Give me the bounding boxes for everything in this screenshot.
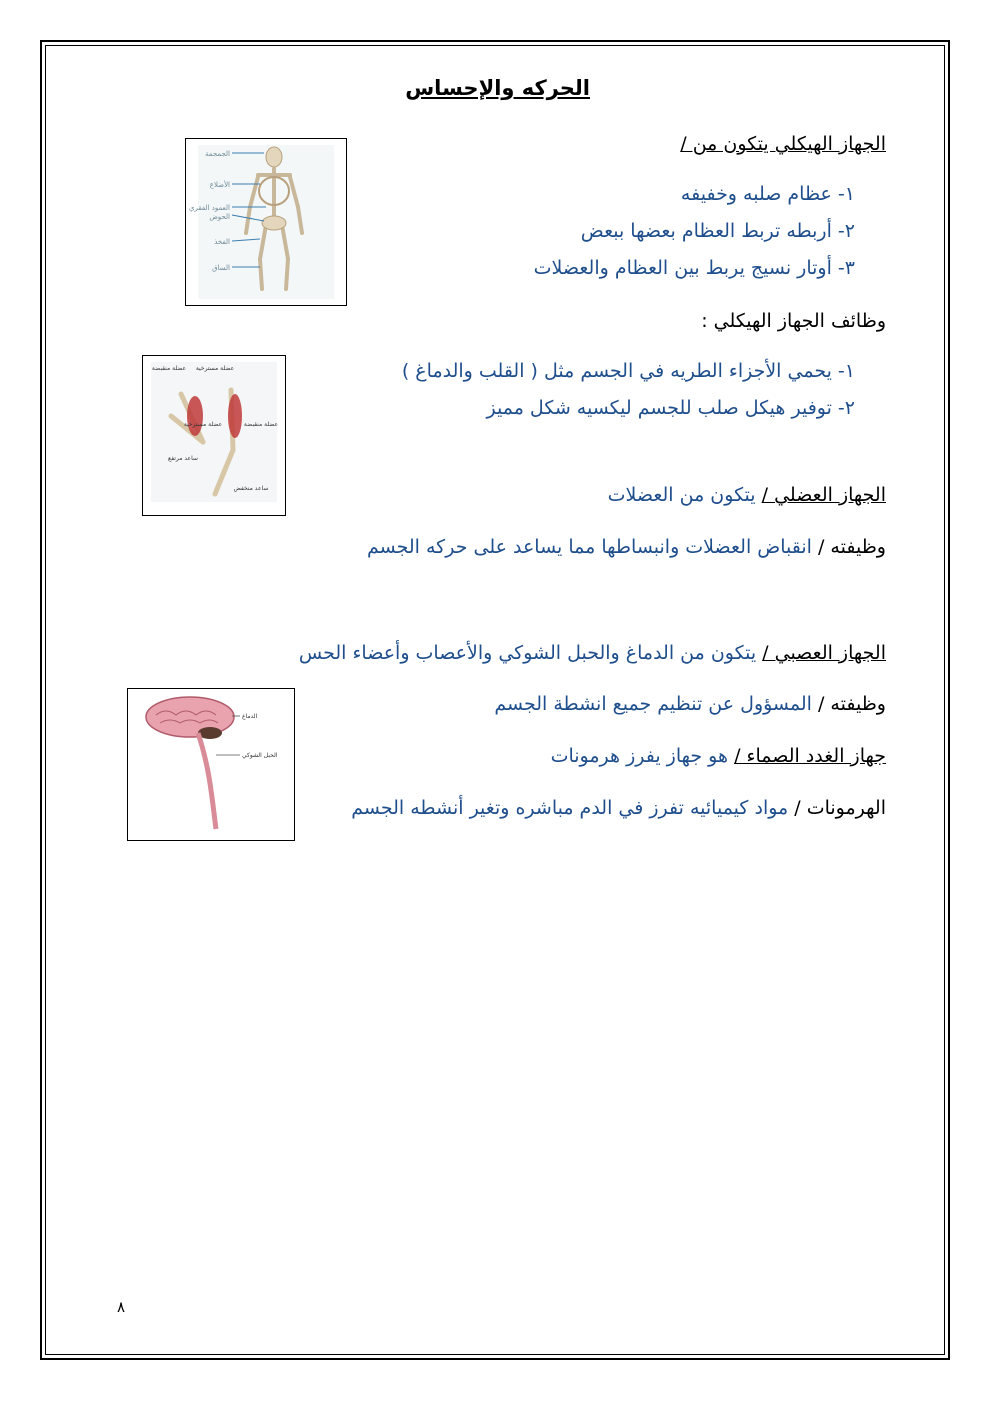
arm-label-5: ساعد مرتفع bbox=[168, 455, 198, 462]
endocrine-heading: جهاز الغدد الصماء / bbox=[734, 745, 886, 767]
arm-muscles-figure bbox=[142, 355, 286, 516]
arm-label-2: عضلة مسترخية bbox=[195, 365, 235, 372]
muscular-function-line bbox=[367, 535, 886, 559]
arm-label-3: عضلة مسترخية bbox=[183, 421, 223, 428]
endocrine-line bbox=[551, 744, 886, 768]
skeleton-label-femur: الفخذ bbox=[214, 238, 230, 246]
muscular-function-text: انقباض العضلات وانبساطها مما يساعد على حركه الجسم bbox=[367, 536, 812, 558]
arm-label-4: عضلة منقبضة bbox=[243, 421, 279, 428]
skeleton-figure bbox=[185, 138, 347, 306]
skeleton-label-leg: الساق bbox=[212, 264, 230, 272]
skeletal-heading: الجهاز الهيكلي يتكون من / bbox=[680, 133, 886, 155]
endocrine-text: هو جهاز يفرز هرمونات bbox=[550, 745, 729, 767]
skeleton-label-ribs: الأضلاع bbox=[209, 181, 230, 189]
page-title: الحركه والإحساس bbox=[405, 76, 590, 100]
skeletal-function-2: ٢- توفير هيكل صلب للجسم ليكسيه شكل مميز bbox=[486, 397, 855, 419]
hormones-text: مواد كيميائيه تفرز في الدم مباشره وتغير أنشطه الجسم bbox=[351, 797, 789, 819]
arm-label-1: عضلة منقبضة bbox=[151, 365, 187, 372]
brain-label-brain: الدماغ bbox=[242, 713, 258, 720]
nervous-function-line bbox=[494, 692, 886, 716]
nervous-text: يتكون من الدماغ والحبل الشوكي والأعصاب وأعضاء الحس bbox=[298, 642, 757, 664]
muscular-text: يتكون من العضلات bbox=[607, 484, 756, 506]
page-number: ٨ bbox=[117, 1298, 126, 1316]
skeleton-label-spine: العمود الفقري bbox=[189, 204, 230, 212]
nervous-function-text: المسؤول عن تنظيم جميع انشطة الجسم bbox=[494, 693, 812, 715]
muscular-heading: الجهاز العضلي / bbox=[761, 484, 886, 506]
skeletal-item-3: ٣- أوتار نسيج يربط بين العظام والعضلات bbox=[533, 257, 855, 279]
arm-muscles-illustration bbox=[143, 356, 285, 515]
muscular-function-label: وظيفته / bbox=[817, 536, 886, 558]
skeletal-functions-heading: وظائف الجهاز الهيكلي : bbox=[701, 310, 886, 332]
skeleton-label-pelvis: الحوض bbox=[209, 213, 230, 221]
nervous-heading: الجهاز العصبي / bbox=[762, 642, 886, 664]
skeleton-label-skull: الجمجمة bbox=[205, 150, 230, 158]
skeletal-item-2: ٢- أربطه تربط العظام بعضها ببعض bbox=[580, 220, 855, 242]
arm-label-6: ساعد منخفض bbox=[233, 485, 269, 492]
skeletal-function-1: ١- يحمي الأجزاء الطريه في الجسم مثل ( القلب والدماغ ) bbox=[401, 360, 855, 382]
skeleton-illustration bbox=[186, 139, 346, 305]
hormones-label: الهرمونات / bbox=[794, 797, 886, 819]
brain-label-spinal-cord: الحبل الشوكي bbox=[242, 752, 278, 759]
nervous-line bbox=[299, 641, 886, 665]
nervous-function-label: وظيفته / bbox=[817, 693, 886, 715]
skeletal-item-1: ١- عظام صلبه وخفيفه bbox=[680, 183, 855, 205]
brain-illustration bbox=[128, 689, 294, 840]
brain-figure bbox=[127, 688, 295, 841]
muscular-line bbox=[608, 483, 886, 507]
hormones-line bbox=[351, 796, 886, 820]
